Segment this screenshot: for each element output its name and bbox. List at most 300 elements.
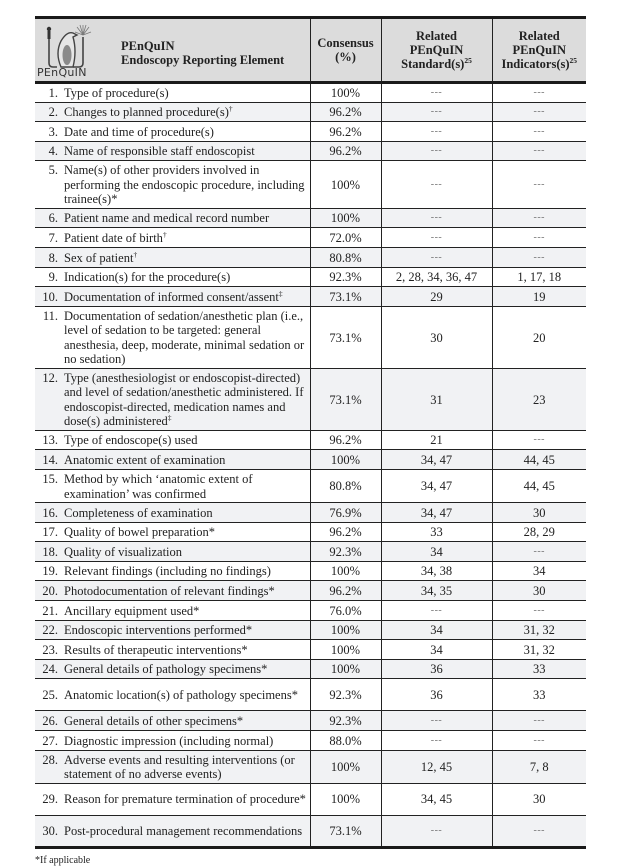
reporting-element-cell [35, 248, 310, 268]
element-number: 28. [42, 752, 58, 767]
element-number: 4. [48, 144, 58, 159]
table-row [35, 267, 586, 287]
indicators-cell: --- [492, 83, 586, 103]
element-text-wrap [64, 714, 307, 729]
indicators-cell: 20 [492, 306, 586, 368]
consensus-header-line-2: (%) [335, 50, 356, 64]
element-number: 26. [42, 713, 58, 728]
reporting-element [38, 433, 307, 448]
consensus-cell: 73.1% [310, 306, 381, 368]
reporting-element [38, 231, 307, 246]
element-text-wrap [64, 688, 307, 703]
indicators-header-line-1: Related [518, 29, 560, 43]
table-row [35, 122, 586, 142]
table-row [35, 581, 586, 601]
element-text: Anatomic extent of examination [64, 452, 226, 467]
element-text-wrap [64, 105, 307, 120]
table-row [35, 679, 586, 711]
element-text-wrap [64, 231, 307, 246]
element-number: 5. [48, 163, 58, 178]
indicators-cell: --- [492, 122, 586, 142]
consensus-cell: 73.1% [310, 368, 381, 430]
reporting-element-cell [35, 581, 310, 601]
element-text: Quality of visualization [64, 544, 183, 559]
reporting-element [38, 506, 307, 521]
indicators-cell: 30 [492, 503, 586, 523]
indicators-cell: 19 [492, 287, 586, 307]
element-number: 11. [42, 308, 58, 323]
element-text: Relevant findings (including no findings) [64, 564, 271, 579]
element-text-wrap [64, 125, 307, 140]
element-number: 20. [42, 583, 58, 598]
reporting-element-cell [35, 783, 310, 815]
element-number: 3. [48, 124, 58, 139]
element-number: 16. [42, 505, 58, 520]
indicators-cell: --- [492, 430, 586, 450]
standards-cell: 12, 45 [381, 750, 492, 783]
standards-header-line-1: Related [416, 29, 457, 43]
indicators-header-line-3 [495, 57, 585, 71]
element-number: 12. [42, 370, 58, 385]
element-number: 30. [42, 823, 58, 838]
consensus-cell: 100% [310, 620, 381, 640]
indicators-cell: 1, 17, 18 [492, 267, 586, 287]
consensus-cell: 96.2% [310, 522, 381, 542]
consensus-cell: 100% [310, 640, 381, 660]
reporting-element [38, 662, 307, 677]
standards-cell: 31 [381, 368, 492, 430]
consensus-cell: 96.2% [310, 430, 381, 450]
indicators-cell: --- [492, 102, 586, 122]
standards-cell: --- [381, 815, 492, 847]
table-row [35, 83, 586, 103]
element-text-wrap [64, 86, 307, 101]
element-text-wrap [64, 824, 307, 839]
consensus-cell: 100% [310, 561, 381, 581]
element-text-wrap [64, 545, 307, 560]
reporting-element-cell [35, 122, 310, 142]
consensus-cell: 92.3% [310, 542, 381, 562]
standards-cell: --- [381, 102, 492, 122]
element-text-wrap [64, 211, 307, 226]
indicators-cell: 23 [492, 368, 586, 430]
element-footnote-mark: † [133, 249, 138, 259]
indicators-cell: --- [492, 601, 586, 621]
reporting-element-cell [35, 450, 310, 470]
standards-cell: --- [381, 601, 492, 621]
reporting-element [38, 564, 307, 579]
reporting-element [38, 472, 307, 501]
reporting-element [38, 714, 307, 729]
element-text-wrap [64, 290, 307, 305]
table-header-row [35, 18, 586, 83]
indicators-cell: --- [492, 711, 586, 731]
standards-cell: --- [381, 122, 492, 142]
element-number: 25. [42, 688, 58, 703]
standards-cell: 34, 35 [381, 581, 492, 601]
element-text-wrap [64, 662, 307, 677]
indicators-cell: 31, 32 [492, 640, 586, 660]
reporting-element-cell [35, 306, 310, 368]
element-number: 22. [42, 623, 58, 638]
element-text: Documentation of informed consent/assent [64, 289, 279, 304]
standards-cell: 21 [381, 430, 492, 450]
element-number: 18. [42, 544, 58, 559]
indicators-reference-sup: 25 [569, 55, 578, 65]
reporting-element [38, 290, 307, 305]
indicators-cell: --- [492, 228, 586, 248]
table-row [35, 228, 586, 248]
element-text: Photodocumentation of relevant findings* [64, 583, 275, 598]
element-text: Documentation of sedation/anesthetic plan (i.e., level of sedation to be targeted: general anesthesia, deep, moderate, minimal sedation or no sedation) [64, 308, 305, 367]
standards-cell: 34, 47 [381, 470, 492, 503]
table-row [35, 711, 586, 731]
reporting-elements-table-container [35, 16, 586, 849]
standards-header-label: Standard(s) [401, 57, 465, 71]
reporting-element [38, 453, 307, 468]
standards-cell: 34, 47 [381, 450, 492, 470]
consensus-cell: 92.3% [310, 267, 381, 287]
reporting-element [38, 270, 307, 285]
standards-cell: --- [381, 141, 492, 161]
element-number: 10. [42, 289, 58, 304]
element-text: Type of endoscope(s) used [64, 433, 198, 448]
reporting-element-cell [35, 287, 310, 307]
consensus-cell: 76.9% [310, 503, 381, 523]
table-row [35, 470, 586, 503]
table-body [35, 83, 586, 848]
element-text-wrap [64, 270, 307, 285]
standards-cell: --- [381, 161, 492, 209]
reporting-element [38, 623, 307, 638]
reporting-element-cell [35, 522, 310, 542]
reporting-element-cell [35, 659, 310, 679]
reporting-element [38, 86, 307, 101]
reporting-element-cell [35, 730, 310, 750]
standards-cell: 36 [381, 659, 492, 679]
element-header-title [121, 39, 284, 67]
element-text-wrap [64, 604, 307, 619]
reporting-element-cell [35, 542, 310, 562]
table-row [35, 430, 586, 450]
consensus-cell: 73.1% [310, 287, 381, 307]
table-row [35, 601, 586, 621]
indicators-cell: 30 [492, 581, 586, 601]
reporting-element-cell [35, 141, 310, 161]
standards-cell: 2, 28, 34, 36, 47 [381, 267, 492, 287]
element-number: 14. [42, 452, 58, 467]
element-number: 9. [48, 270, 58, 285]
table-row [35, 503, 586, 523]
reporting-element [38, 584, 307, 599]
reporting-element-cell [35, 83, 310, 103]
table-row [35, 141, 586, 161]
table-row [35, 542, 586, 562]
element-text: Endoscopic interventions performed* [64, 623, 253, 638]
logo-text: PEnQuIN [37, 66, 87, 79]
element-text-wrap [64, 433, 307, 448]
element-text: Patient name and medical record number [64, 211, 270, 226]
element-text: Type of procedure(s) [64, 86, 169, 101]
reporting-element-cell [35, 161, 310, 209]
element-text-wrap [64, 584, 307, 599]
reporting-element-cell [35, 208, 310, 228]
indicators-cell: 31, 32 [492, 620, 586, 640]
consensus-cell: 88.0% [310, 730, 381, 750]
reporting-element-cell [35, 561, 310, 581]
element-text: Name(s) of other providers involved in performing the endoscopic procedure, including trainee(s)* [64, 163, 305, 207]
reporting-element [38, 525, 307, 540]
standards-cell: --- [381, 730, 492, 750]
consensus-cell: 92.3% [310, 711, 381, 731]
indicators-cell: --- [492, 542, 586, 562]
element-text-wrap [64, 753, 307, 782]
standards-cell: --- [381, 248, 492, 268]
reporting-element-cell [35, 228, 310, 248]
standards-cell: 34 [381, 640, 492, 660]
consensus-cell: 80.8% [310, 470, 381, 503]
element-text: Diagnostic impression (including normal) [64, 733, 274, 748]
element-text-wrap [64, 453, 307, 468]
reporting-element [38, 211, 307, 226]
element-text: Indication(s) for the procedure(s) [64, 270, 231, 285]
element-number: 27. [42, 733, 58, 748]
table-row [35, 561, 586, 581]
element-text-wrap [64, 525, 307, 540]
consensus-cell: 76.0% [310, 601, 381, 621]
title-line-1: PEnQuIN [121, 39, 175, 53]
table-row [35, 102, 586, 122]
element-text: Sex of patient [64, 250, 134, 265]
standards-reference-sup: 25 [464, 55, 472, 65]
standards-cell: 34 [381, 620, 492, 640]
element-number: 19. [42, 564, 58, 579]
indicators-cell: --- [492, 248, 586, 268]
reporting-element [38, 371, 307, 429]
reporting-element-cell [35, 620, 310, 640]
element-text-wrap [64, 564, 307, 579]
standards-cell: 34 [381, 542, 492, 562]
indicators-cell: --- [492, 141, 586, 161]
element-text: Reason for premature termination of procedure* [64, 792, 306, 807]
element-text-wrap [64, 623, 307, 638]
standards-cell: 30 [381, 306, 492, 368]
reporting-element-cell [35, 640, 310, 660]
reporting-element-cell [35, 815, 310, 847]
consensus-cell: 100% [310, 161, 381, 209]
standards-cell: 34, 38 [381, 561, 492, 581]
table-row [35, 815, 586, 847]
indicators-cell: 44, 45 [492, 450, 586, 470]
standards-column-header [381, 18, 492, 83]
consensus-cell: 100% [310, 450, 381, 470]
element-text-wrap [64, 472, 307, 501]
consensus-cell: 96.2% [310, 102, 381, 122]
table-row [35, 730, 586, 750]
element-text: Name of responsible staff endoscopist [64, 144, 255, 159]
indicators-cell: 7, 8 [492, 750, 586, 783]
element-footnote-mark: ‡ [167, 413, 172, 423]
table-row [35, 522, 586, 542]
indicators-cell: 33 [492, 659, 586, 679]
element-text: Type (anesthesiologist or endoscopist-directed) and level of sedation/anesthetic administered. If endoscopist-directed, medication names and dose(s) administered [64, 370, 304, 429]
consensus-cell: 100% [310, 83, 381, 103]
reporting-element-cell [35, 368, 310, 430]
standards-cell: --- [381, 83, 492, 103]
consensus-cell: 100% [310, 783, 381, 815]
reporting-element-cell [35, 601, 310, 621]
element-text: Ancillary equipment used* [64, 603, 200, 618]
element-text: Results of therapeutic interventions* [64, 642, 248, 657]
consensus-cell: 96.2% [310, 581, 381, 601]
consensus-cell: 96.2% [310, 141, 381, 161]
element-number: 23. [42, 642, 58, 657]
table-row [35, 161, 586, 209]
reporting-element-cell [35, 267, 310, 287]
element-text: Adverse events and resulting interventions (or statement of no adverse events) [64, 752, 295, 782]
indicators-column-header [492, 18, 586, 83]
element-text-wrap [64, 144, 307, 159]
standards-cell: 34, 45 [381, 783, 492, 815]
element-number: 29. [42, 792, 58, 807]
reporting-element [38, 309, 307, 367]
element-footnote-mark: † [162, 229, 167, 239]
standards-cell: --- [381, 228, 492, 248]
element-number: 17. [42, 525, 58, 540]
element-text-wrap [64, 371, 307, 429]
element-text: Method by which ‘anatomic extent of examination’ was confirmed [64, 472, 253, 501]
consensus-cell: 100% [310, 208, 381, 228]
consensus-cell: 72.0% [310, 228, 381, 248]
consensus-cell: 92.3% [310, 679, 381, 711]
consensus-cell: 96.2% [310, 122, 381, 142]
reporting-element [38, 163, 307, 207]
element-number: 2. [48, 105, 58, 120]
reporting-element-cell [35, 470, 310, 503]
element-text-wrap [64, 163, 307, 207]
standards-cell: --- [381, 208, 492, 228]
indicators-cell: 34 [492, 561, 586, 581]
indicators-header-line-2: PEnQuIN [512, 43, 566, 57]
element-footnote-mark: ‡ [278, 288, 283, 298]
consensus-cell: 100% [310, 750, 381, 783]
standards-cell: 33 [381, 522, 492, 542]
element-number: 7. [48, 231, 58, 246]
element-number: 6. [48, 211, 58, 226]
element-number: 15. [42, 472, 58, 487]
element-text: General details of other specimens* [64, 713, 244, 728]
element-number: 24. [42, 662, 58, 677]
table-row [35, 306, 586, 368]
table-row [35, 640, 586, 660]
indicators-cell: --- [492, 815, 586, 847]
standards-header-line-2: PEnQuIN [409, 43, 464, 57]
table-row [35, 620, 586, 640]
element-text: Date and time of procedure(s) [64, 124, 214, 139]
reporting-element [38, 545, 307, 560]
table-row [35, 287, 586, 307]
title-line-2: Endoscopy Reporting Element [121, 53, 285, 67]
reporting-element [38, 643, 307, 658]
element-text: Anatomic location(s) of pathology specimens* [64, 688, 298, 703]
reporting-element [38, 251, 307, 266]
table-row [35, 450, 586, 470]
element-text-wrap [64, 792, 307, 807]
reporting-element-cell [35, 750, 310, 783]
element-text-wrap [64, 643, 307, 658]
table-row [35, 208, 586, 228]
element-text: Patient date of birth [64, 231, 163, 246]
reporting-element [38, 688, 307, 703]
element-text: General details of pathology specimens* [64, 662, 268, 677]
consensus-cell: 73.1% [310, 815, 381, 847]
element-text: Changes to planned procedure(s) [64, 105, 229, 120]
indicators-cell: --- [492, 208, 586, 228]
consensus-cell: 100% [310, 659, 381, 679]
reporting-element [38, 105, 307, 120]
table-row [35, 659, 586, 679]
reporting-element [38, 125, 307, 140]
table-row [35, 783, 586, 815]
element-text-wrap [64, 734, 307, 749]
indicators-cell: 33 [492, 679, 586, 711]
reporting-element-cell [35, 430, 310, 450]
reporting-element [38, 792, 307, 807]
table-row [35, 368, 586, 430]
reporting-element-cell [35, 102, 310, 122]
reporting-element-cell [35, 679, 310, 711]
reporting-element-cell [35, 711, 310, 731]
element-text-wrap [64, 309, 307, 367]
indicators-cell: --- [492, 161, 586, 209]
standards-cell: 36 [381, 679, 492, 711]
element-footnote-mark: † [228, 103, 233, 113]
element-column-header [35, 18, 310, 83]
footnote: *If applicable [35, 855, 91, 866]
element-number: 13. [42, 433, 58, 448]
standards-cell: --- [381, 711, 492, 731]
indicators-cell: 30 [492, 783, 586, 815]
element-text: Post-procedural management recommendations [64, 823, 303, 838]
reporting-element [38, 734, 307, 749]
element-text-wrap [64, 251, 307, 266]
element-number: 8. [48, 250, 58, 265]
element-number: 21. [42, 603, 58, 618]
standards-cell: 34, 47 [381, 503, 492, 523]
standards-cell: 29 [381, 287, 492, 307]
reporting-element-cell [35, 503, 310, 523]
element-text: Completeness of examination [64, 505, 213, 520]
indicators-cell: 44, 45 [492, 470, 586, 503]
indicators-cell: --- [492, 730, 586, 750]
indicators-header-label: Indicators(s) [501, 57, 570, 71]
element-text-wrap [64, 506, 307, 521]
consensus-header-line-1: Consensus [317, 36, 374, 50]
reporting-element [38, 824, 307, 839]
element-number: 1. [48, 86, 58, 101]
consensus-column-header [310, 18, 381, 83]
element-text: Quality of bowel preparation* [64, 525, 215, 540]
consensus-cell: 80.8% [310, 248, 381, 268]
table-row [35, 750, 586, 783]
reporting-element [38, 604, 307, 619]
reporting-element [38, 753, 307, 782]
reporting-elements-table [35, 16, 586, 849]
indicators-cell: 28, 29 [492, 522, 586, 542]
reporting-element [38, 144, 307, 159]
table-row [35, 248, 586, 268]
standards-header-line-3 [384, 57, 490, 71]
